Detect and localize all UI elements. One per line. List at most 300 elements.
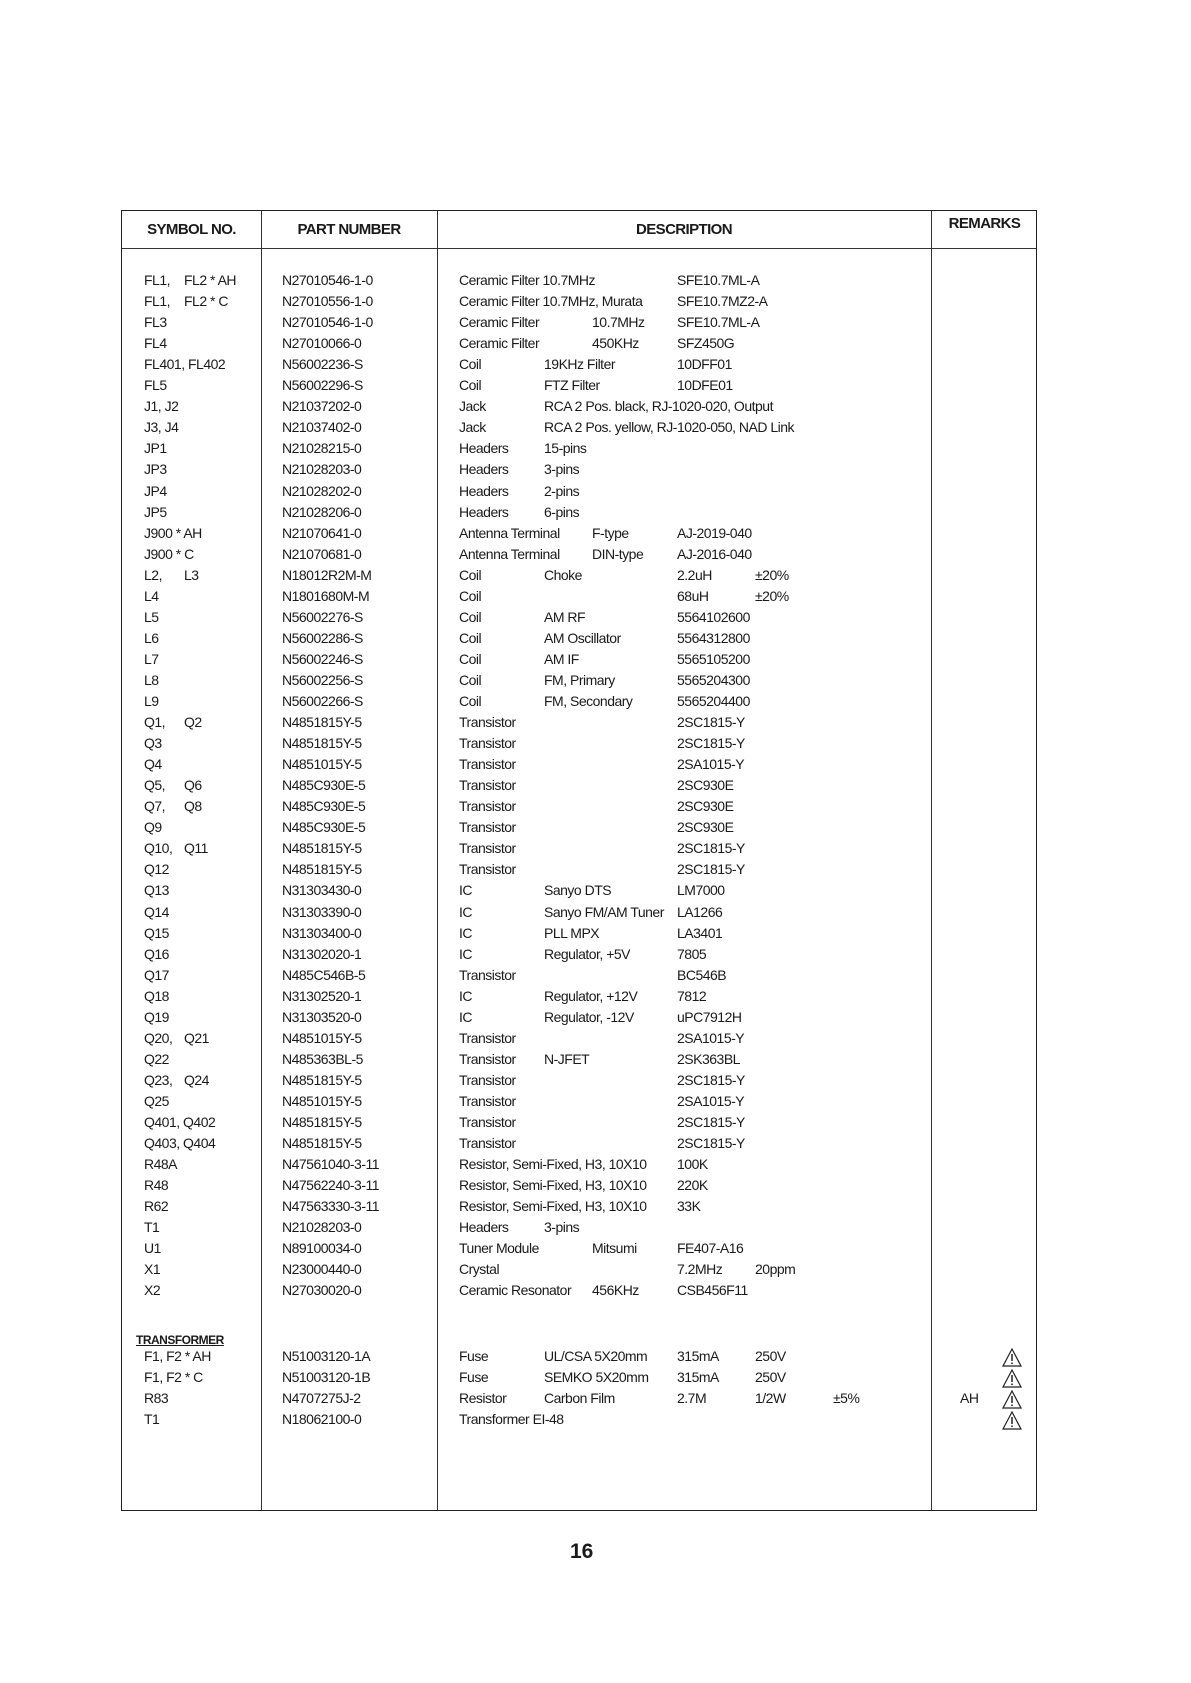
symbol-no: Q19 [144,1008,169,1025]
symbol-no: L7 [144,650,159,667]
symbol-no: F1, F2 * AH [144,1348,211,1364]
description-value: 315mA [677,1348,719,1364]
description-type: IC [459,1008,472,1025]
part-number: N47562240-3-11 [282,1177,380,1194]
description-value: CSB456F11 [677,1282,748,1299]
part-number: N485C546B-5 [282,966,366,983]
description-value: 5565105200 [677,650,750,667]
description-detail: Carbon Film [544,1390,615,1406]
part-number: N31302520-1 [282,987,362,1004]
description-type: Coil [459,629,482,646]
description-extra: 250V [755,1369,786,1385]
description-value: 7812 [677,987,707,1004]
symbol-no: Q1, [144,714,166,731]
part-number: N21028215-0 [282,440,362,457]
description-type: Transistor [459,1029,516,1046]
description-value: 68uH [677,587,709,604]
header-symbol-no: SYMBOL NO. [147,221,236,238]
part-number: N31303400-0 [282,924,362,941]
table-row [122,1093,1036,1114]
description-alt: 10.7MHz [592,314,645,331]
symbol-no: L9 [144,693,159,709]
part-number: N4851815Y-5 [282,714,362,731]
description-extra: ±20% [755,566,789,583]
description-type: Coil [459,377,482,394]
description-detail: 6-pins [544,503,580,520]
symbol-no: Q16 [144,945,169,962]
symbol-no: L5 [144,608,159,625]
table-row [122,1030,1036,1051]
description-detail: AM Oscillator [544,629,621,646]
description-type: Transistor [459,1050,516,1067]
symbol-no: Q401, Q402 [144,1114,216,1130]
table-row [122,756,1036,777]
description-value: 2SC1815-Y [677,840,745,857]
part-number: N21028202-0 [282,482,362,499]
part-number: N56002276-S [282,608,363,625]
part-number: N18012R2M-M [282,566,372,583]
description-type: Antenna Terminal [459,545,560,562]
description-value: 2SA1015-Y [677,1029,745,1046]
table-row [122,651,1036,672]
description-type: Ceramic Filter [459,335,540,352]
part-number: N485C930E-5 [282,819,366,836]
description-detail: 3-pins [544,1219,580,1236]
symbol-no: Q9 [144,819,162,836]
table-row [122,1261,1036,1282]
table-row [122,377,1036,398]
description-type: Ceramic Filter 10.7MHz [459,272,596,288]
description-value: SFZ450G [677,335,735,352]
description-type: Transistor [459,1092,516,1109]
description-type: IC [459,882,472,899]
description-value: LM7000 [677,882,725,899]
description-type: Coil [459,671,482,688]
description-detail: Sanyo DTS [544,882,612,899]
description-type: Tuner Module [459,1240,539,1257]
table-row [122,546,1036,567]
symbol-no: R48A [144,1156,178,1173]
section-title-transformer: TRANSFORMER [136,1333,224,1347]
table-row [122,609,1036,630]
description-detail: AM IF [544,650,579,667]
symbol-no: F1, F2 * C [144,1369,203,1385]
part-number: N89100034-0 [282,1240,362,1257]
symbol-no: FL1, [144,272,171,288]
table-row [122,314,1036,335]
description-type: Ceramic Filter [459,314,540,331]
part-number: N56002256-S [282,671,363,688]
description-type: Coil [459,356,482,373]
description-type: Resistor [459,1390,507,1406]
symbol-no: R62 [144,1198,169,1215]
symbol-no: Q13 [144,882,169,899]
description-type: Transistor [459,735,516,752]
part-number: N21070681-0 [282,545,362,562]
description-value: 5565204400 [677,693,750,709]
part-number: N4707275J-2 [282,1390,361,1406]
part-number: N4851815Y-5 [282,735,362,752]
description-alt: DIN-type [592,545,644,562]
symbol-no: Q22 [144,1050,169,1067]
symbol-no: FL401, FL402 [144,356,226,373]
description-type: Transistor [459,714,516,731]
symbol-no: L8 [144,671,159,688]
symbol-no: Q24 [184,1071,209,1088]
page-number: 16 [570,1540,594,1563]
header-description: DESCRIPTION [636,221,732,238]
description-alt: Mitsumi [592,1240,637,1257]
description-detail: FM, Primary [544,671,615,688]
symbol-no: Q12 [144,861,169,878]
table-row [122,1114,1036,1135]
description-value: LA3401 [677,924,723,941]
symbol-no: Q8 [184,798,202,815]
table-row [122,714,1036,735]
table-row [122,504,1036,525]
description-extra: 20ppm [755,1261,796,1278]
table-row [122,293,1036,314]
table-row [122,840,1036,861]
description-detail: Regulator, +12V [544,987,638,1004]
description-detail: Sanyo FM/AM Tuner [544,903,664,920]
symbol-no: Q17 [144,966,169,983]
symbol-no: JP1 [144,440,167,457]
part-number: N31303430-0 [282,882,362,899]
description-value: LA1266 [677,903,723,920]
symbol-no: FL3 [144,314,167,331]
symbol-no: Q23, [144,1071,173,1088]
description-detail: AM RF [544,608,586,625]
symbol-no: L3 [184,566,199,583]
part-number: N27010546-1-0 [282,314,373,331]
symbol-no: Q21 [184,1029,209,1046]
description-type: Fuse [459,1348,489,1364]
table-row [122,1219,1036,1240]
part-number: N21028203-0 [282,1219,362,1236]
description-value: 2SC1815-Y [677,714,745,731]
part-number: N18062100-0 [282,1411,362,1427]
part-number: N21037402-0 [282,419,362,436]
symbol-no: Q6 [184,777,202,794]
table-row [122,735,1036,756]
description-type: Headers [459,503,509,520]
symbol-no: L2, [144,566,162,583]
description-type: Resistor, Semi-Fixed, H3, 10X10 [459,1156,647,1173]
table-row [122,777,1036,798]
description-type: Jack [459,419,486,436]
safety-warning-icon [1002,1411,1022,1430]
description-type: Transistor [459,840,516,857]
description-value: 2.2uH [677,566,712,583]
symbol-no: Q10, [144,840,173,857]
table-row [122,567,1036,588]
symbol-no: R83 [144,1390,169,1406]
table-row [122,946,1036,967]
description-value: 315mA [677,1369,719,1385]
description-value: 2SC1815-Y [677,1071,745,1088]
symbol-no: T1 [144,1219,160,1236]
description-detail: 3-pins [544,461,580,478]
description-detail: 2-pins [544,482,580,499]
part-number: N56002236-S [282,356,363,373]
description-value: SFE10.7MZ2-A [677,293,768,310]
description-type: Ceramic Filter 10.7MHz, Murata [459,293,643,310]
part-number: N4851015Y-5 [282,1029,362,1046]
symbol-no: Q11 [184,840,208,857]
part-number: N4851815Y-5 [282,1135,362,1152]
table-row [122,272,1036,293]
symbol-no: J1, J2 [144,398,179,415]
symbol-no: L6 [144,629,159,646]
table-row [122,398,1036,419]
safety-warning-icon [1002,1348,1022,1367]
table-row [122,483,1036,504]
symbol-no: Q20, [144,1029,173,1046]
description-type: Headers [459,482,509,499]
part-number: N21028203-0 [282,461,362,478]
safety-warning-icon [1002,1369,1022,1388]
table-row [122,1009,1036,1030]
part-number: N1801680M-M [282,587,370,604]
description-detail: N-JFET [544,1050,590,1067]
table-row [122,988,1036,1009]
description-extra: 1/2W [755,1390,786,1406]
header-divider [122,248,1036,249]
description-type: Coil [459,608,482,625]
description-tol: ±5% [833,1390,860,1406]
symbol-no: Q14 [144,903,169,920]
description-type: Transistor [459,861,516,878]
description-type: Transformer EI-48 [459,1411,564,1427]
table-row [122,798,1036,819]
header-remarks: REMARKS [948,215,1021,232]
symbol-no: X2 [144,1282,161,1299]
description-type: Crystal [459,1261,500,1278]
symbol-no: U1 [144,1240,161,1257]
description-detail: UL/CSA 5X20mm [544,1348,648,1364]
table-row [122,1282,1036,1303]
table-row [122,1240,1036,1261]
table-row [122,925,1036,946]
description-detail: 19KHz Filter [544,356,616,373]
description-type: Jack [459,398,486,415]
part-number: N4851015Y-5 [282,756,362,773]
description-value: AJ-2016-040 [677,545,752,562]
description-type: Transistor [459,756,516,773]
description-type: Coil [459,650,482,667]
part-number: N47563330-3-11 [282,1198,380,1215]
description-value: 2SC1815-Y [677,1114,745,1130]
description-value: 5565204300 [677,671,750,688]
table-row [122,1135,1036,1156]
description-value: 2SC1815-Y [677,735,745,752]
part-number: N4851815Y-5 [282,1071,362,1088]
table-row [122,1348,1036,1369]
description-type: Coil [459,566,482,583]
description-type: Transistor [459,798,516,815]
table-row [122,882,1036,903]
header-part-number: PART NUMBER [297,221,401,238]
table-row [122,356,1036,377]
description-value: uPC7912H [677,1008,742,1025]
table-row [122,588,1036,609]
part-number: N4851815Y-5 [282,840,362,857]
description-alt: F-type [592,524,629,541]
symbol-no: JP4 [144,482,167,499]
description-value: 2SC930E [677,819,734,836]
description-value: BC546B [677,966,727,983]
table-row [122,693,1036,714]
symbol-no: JP3 [144,461,167,478]
table-row [122,440,1036,461]
symbol-no: J900 * C [144,545,194,562]
description-value: 220K [677,1177,708,1194]
description-detail: PLL MPX [544,924,600,941]
description-value: 5564102600 [677,608,750,625]
part-number: N56002286-S [282,629,363,646]
description-value: 2SC930E [677,798,734,815]
description-value: 2SA1015-Y [677,1092,745,1109]
description-type: Transistor [459,777,516,794]
table-row [122,1177,1036,1198]
description-value: 2.7M [677,1390,707,1406]
part-number: N31303520-0 [282,1008,362,1025]
symbol-no: X1 [144,1261,161,1278]
symbol-no: FL5 [144,377,167,394]
symbol-no: L4 [144,587,159,604]
symbol-no: T1 [144,1411,160,1427]
symbol-no: JP5 [144,503,167,520]
description-extra: 250V [755,1348,786,1364]
description-type: Transistor [459,819,516,836]
part-number: N4851815Y-5 [282,861,362,878]
symbol-no: J3, J4 [144,419,179,436]
description-value: 10DFE01 [677,377,733,394]
description-value: 2SC1815-Y [677,861,745,878]
description-detail: RCA 2 Pos. yellow, RJ-1020-050, NAD Link [544,419,795,436]
symbol-no: FL1, [144,293,171,310]
table-row [122,672,1036,693]
description-detail: RCA 2 Pos. black, RJ-1020-020, Output [544,398,773,415]
table-row [122,461,1036,482]
table-row [122,967,1036,988]
part-number: N485C930E-5 [282,777,366,794]
description-detail: FM, Secondary [544,693,633,709]
table-row [122,861,1036,882]
description-detail: 15-pins [544,440,587,457]
description-type: Headers [459,1219,509,1236]
description-type: Fuse [459,1369,489,1385]
table-row [122,819,1036,840]
table-row [122,904,1036,925]
description-value: AJ-2019-040 [677,524,752,541]
description-alt: 456KHz [592,1282,639,1299]
description-type: Ceramic Resonator [459,1282,572,1299]
table-row [122,335,1036,356]
description-type: Headers [459,440,509,457]
part-number: N27030020-0 [282,1282,362,1299]
description-value: SFE10.7ML-A [677,314,760,331]
part-number: N21028206-0 [282,503,362,520]
symbol-no: Q5, [144,777,166,794]
description-value: 7805 [677,945,707,962]
table-row [122,1198,1036,1219]
table-row [122,1411,1036,1432]
description-type: Transistor [459,966,516,983]
symbol-no: Q2 [184,714,202,731]
symbol-no: FL2 * C [184,293,228,310]
description-type: Transistor [459,1135,516,1152]
part-number: N4851815Y-5 [282,1114,362,1130]
description-value: 7.2MHz [677,1261,723,1278]
parts-list-table [121,210,1037,1511]
description-type: IC [459,987,472,1004]
description-type: Headers [459,461,509,478]
table-row [122,1369,1036,1390]
part-number: N4851015Y-5 [282,1092,362,1109]
description-detail: FTZ Filter [544,377,600,394]
description-type: Resistor, Semi-Fixed, H3, 10X10 [459,1198,647,1215]
part-number: N27010556-1-0 [282,293,373,310]
table-row [122,1390,1036,1411]
description-value: 2SC930E [677,777,734,794]
description-type: Resistor, Semi-Fixed, H3, 10X10 [459,1177,647,1194]
description-remark: AH [960,1390,979,1406]
symbol-no: FL2 * AH [184,272,237,288]
part-number: N485C930E-5 [282,798,366,815]
description-type: IC [459,945,472,962]
safety-warning-icon [1002,1390,1022,1409]
part-number: N51003120-1B [282,1369,371,1385]
description-value: 2SA1015-Y [677,756,745,773]
description-value: SFE10.7ML-A [677,272,760,288]
description-value: 2SK363BL [677,1050,740,1067]
part-number: N27010066-0 [282,335,362,352]
part-number: N21037202-0 [282,398,362,415]
table-row [122,630,1036,651]
description-type: Transistor [459,1114,516,1130]
description-value: 5564312800 [677,629,750,646]
table-row [122,1156,1036,1177]
symbol-no: R48 [144,1177,169,1194]
symbol-no: Q3 [144,735,162,752]
part-number: N27010546-1-0 [282,272,373,288]
part-number: N56002246-S [282,650,363,667]
part-number: N56002296-S [282,377,363,394]
table-row [122,419,1036,440]
description-value: 33K [677,1198,701,1215]
table-row [122,1072,1036,1093]
description-type: IC [459,924,472,941]
symbol-no: J900 * AH [144,524,202,541]
description-type: Transistor [459,1071,516,1088]
table-row [122,525,1036,546]
symbol-no: Q4 [144,756,162,773]
symbol-no: Q25 [144,1092,169,1109]
description-type: IC [459,903,472,920]
table-row [122,1051,1036,1072]
description-value: FE407-A16 [677,1240,744,1257]
description-detail: Regulator, +5V [544,945,631,962]
description-alt: 450KHz [592,335,639,352]
description-detail: SEMKO 5X20mm [544,1369,649,1385]
description-value: 10DFF01 [677,356,732,373]
symbol-no: Q7, [144,798,166,815]
description-detail: Regulator, -12V [544,1008,634,1025]
part-number: N47561040-3-11 [282,1156,380,1173]
description-extra: ±20% [755,587,789,604]
